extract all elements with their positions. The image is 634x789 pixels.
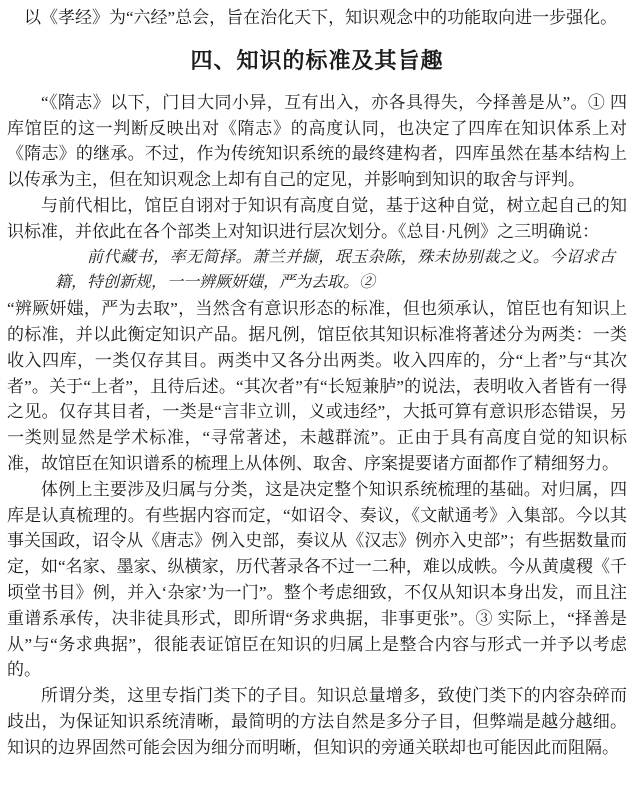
paragraph-1: “《隋志》以下，门目大同小异，互有出入，亦各具得失，今择善是从”。① 四库馆臣的这一判断反映出对《隋志》的高度认同，也决定了四库在知识体系上对《隋志》的继承。不过，作为传统知识系统的最终建构者，四库虽然在基本结构上以传承为主，但在知识观念上却有自己的定见，并影响到知识的取舍与评判。 — [7, 92, 627, 190]
paragraph-2: 与前代相比，馆臣自诩对于知识有高度自觉，基于这种自觉，树立起自己的知识标准，并依此在各个部类上对知识进行层次划分。《总目·凡例》之三明确说： — [7, 195, 627, 241]
paragraph-4: 体例上主要涉及归属与分类，这是决定整个知识系统梳理的基础。对归属，四库是认真梳理的。有些据内容而定，“如诏令、奏议，《文献通考》入集部。今以其事关国政，诏令从《唐志》例入史部，奏议从《汉志》例亦入史部”；有些据数量而定，如“名家、墨家、纵横家，历代著录各不过一二种，难以成帙。今从黄虞稷《千顷堂书目》例，并入‘杂家’为一门”。整个考虑细致，不仅从知识本身出发，而且注重谱系承传，决非徒具形式，即所谓“务求典据，非事更张”。③ 实际上，“择善是从”与“务求典据”，很能表证馆臣在知识的归属上是整合内容与形式一并予以考虑的。 — [7, 479, 627, 680]
section-heading: 四、知识的标准及其旨趣 — [190, 47, 444, 73]
block-quote-fanli: 前代藏书，率无简择。萧兰并撷，珉玉杂陈，殊未协别裁之义。今诏求古籍，特创新规，一一辨厥妍媸，严为去取。② — [55, 248, 615, 292]
paragraph-5: 所谓分类，这里专指门类下的子目。知识总量增多，致使门类下的内容杂碎而歧出，为保证知识系统清晰，最简明的方法自然是多分子目，但弊端是越分越细。知识的边界固然可能会因为细分而明晰，但知识的旁通关联却也可能因此而阻隔。 — [7, 686, 627, 757]
paragraph-3: “辨厥妍媸，严为去取”，当然含有意识形态的标准，但也须承认，馆臣也有知识上的标准，并以此衡定知识产品。据凡例，馆臣依其知识标准将著述分为两类：一类收入四库，一类仅存其目。两类中又各分出两类。收入四库的，分“上者”与“其次者”。关于“上者”，且待后述。“其次者”有“长短兼胪”的说法，表明收入者皆有一得之见。仅存其目者，一类是“言非立训，义或违经”，大抵可算有意识形态错误，另一类则显然是学术标准，“寻常著述，未越群流”。正由于具有高度自觉的知识标准，故馆臣在知识谱系的梳理上从体例、取舍、序案提要诸方面都作了精细努力。 — [7, 299, 627, 473]
continuation-paragraph: 以《孝经》为“六经”总会，旨在治化天下，知识观念中的功能取向进一步强化。 — [24, 8, 618, 27]
